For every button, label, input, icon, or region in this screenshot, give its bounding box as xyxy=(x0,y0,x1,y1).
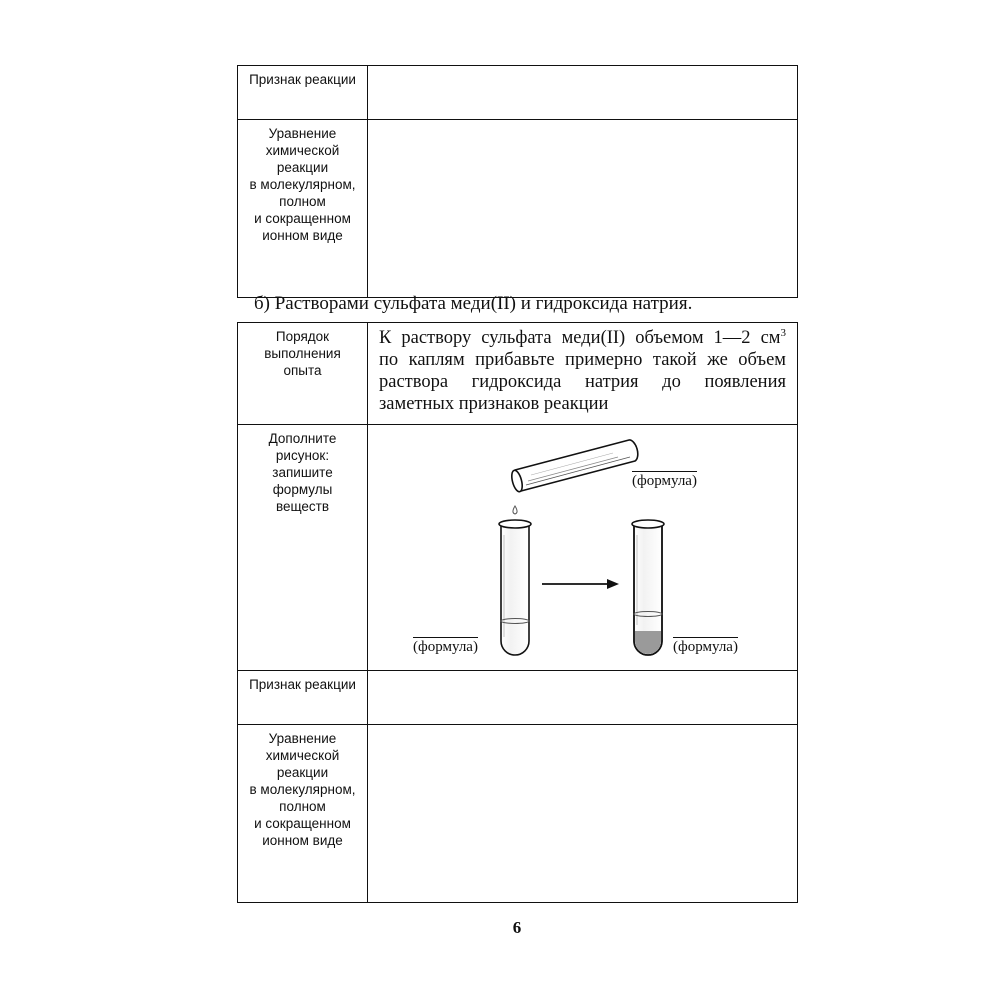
procedure-line-4: заметных признаков реакции xyxy=(379,394,609,414)
procedure-line-2: по каплям прибавьте примерно такой же объем xyxy=(379,350,786,370)
equation-label: Уравнение химической реакции в молекулярном, полном и сокращенном ионном виде xyxy=(249,731,356,848)
table-row xyxy=(238,425,798,671)
reaction-sign-label-cell xyxy=(238,671,368,725)
table-row xyxy=(238,323,798,425)
equation-label: Уравнение химической реакции в молекулярном, полном и сокращенном ионном виде xyxy=(249,126,356,243)
pouring-test-tube-icon xyxy=(510,440,638,493)
formula-blank-dropper[interactable]: (формула) xyxy=(632,473,697,489)
reaction-sign-label-cell xyxy=(238,66,368,120)
right-test-tube-icon xyxy=(632,520,664,655)
procedure-line-1: К раствору сульфата меди(II) объемом 1—2 см xyxy=(379,328,781,348)
procedure-text xyxy=(368,323,798,425)
figure-instruction: Дополните рисунок: запишите формулы веществ xyxy=(268,431,337,514)
cubic-superscript: 3 xyxy=(780,327,786,339)
procedure-line-3: раствора гидроксида натрия до появления xyxy=(379,372,786,392)
procedure-label: Порядок выполнения опыта xyxy=(264,329,341,378)
observation-table-a xyxy=(237,65,798,298)
procedure-label-cell xyxy=(238,323,368,425)
table-row xyxy=(238,725,798,903)
page-number: 6 xyxy=(512,918,522,937)
equation-answer-cell[interactable] xyxy=(368,725,798,903)
equation-label-cell xyxy=(238,120,368,298)
equation-label-cell xyxy=(238,725,368,903)
reaction-sign-answer-cell[interactable] xyxy=(368,671,798,725)
reaction-sign-answer-cell[interactable] xyxy=(368,66,798,120)
formula-blank-right-tube[interactable]: (формула) xyxy=(673,639,738,655)
figure-label-cell xyxy=(238,425,368,671)
experiment-figure-cell xyxy=(368,425,798,671)
equation-answer-cell[interactable] xyxy=(368,120,798,298)
experiment-illustration xyxy=(368,425,798,669)
section-b-heading: б) Растворами сульфата меди(II) и гидроксида натрия. xyxy=(254,293,693,314)
formula-blank-left-tube[interactable]: (формула) xyxy=(413,639,478,655)
table-row xyxy=(238,120,798,298)
table-row xyxy=(238,66,798,120)
procedure-line xyxy=(379,327,786,349)
observation-table-b xyxy=(237,322,798,903)
left-test-tube-icon xyxy=(499,520,531,655)
reaction-arrow-icon xyxy=(542,579,619,589)
reaction-sign-label: Признак реакции xyxy=(249,72,356,87)
reaction-sign-label: Признак реакции xyxy=(249,677,356,692)
table-row xyxy=(238,671,798,725)
